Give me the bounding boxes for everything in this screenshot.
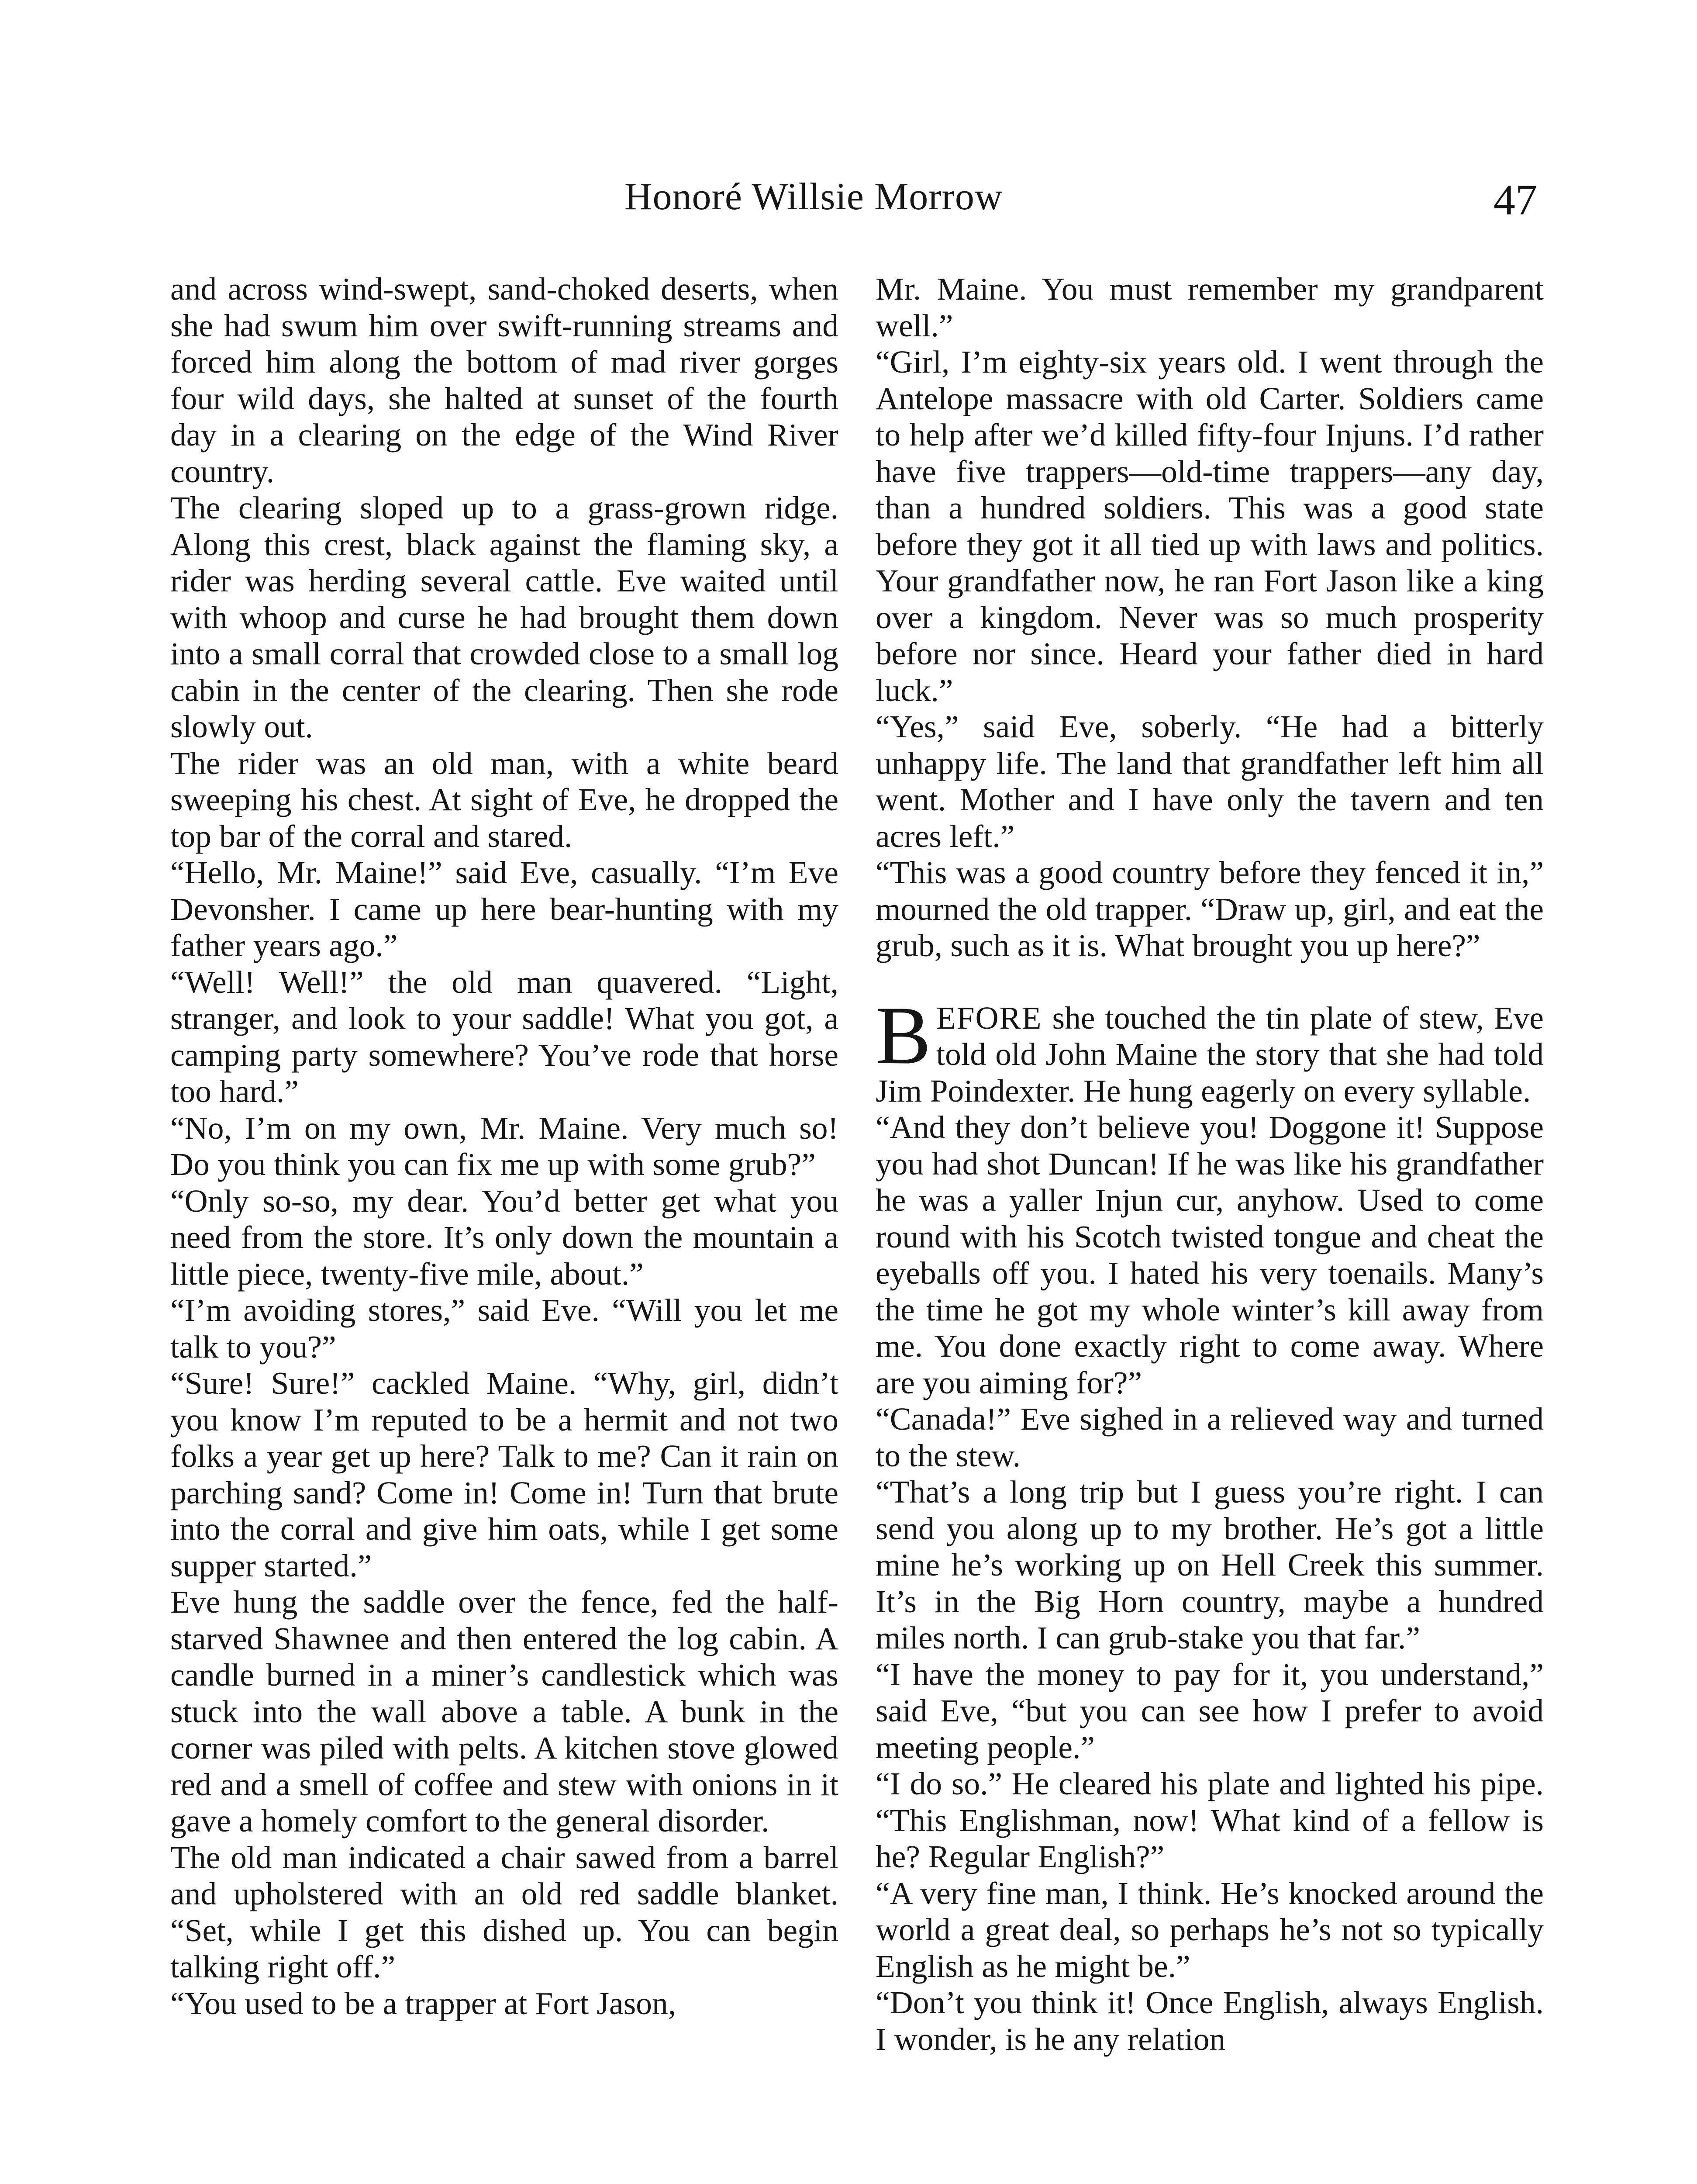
section-break [876,964,1544,1000]
paragraph: “You used to be a trapper at Fort Jason, [170,1985,676,2021]
paragraph: “Only so-so, my dear. You’d better get what you need from the store. It’s only down the mountain a little piece, twenty-five mile, about.” [170,1183,838,1292]
paragraph: “Sure! Sure!” cackled Maine. “Why, girl, didn’t you know I’m reputed to be a hermit and not two folks a year get up here? Talk to me? Can it rain on parching sand? Come in! Come in! Turn that brute into the corral and give him oats, while I get some supper started.” [170,1365,838,1583]
paragraph: “I have the money to pay for it, you understand,” said Eve, “but you can see how I prefer to avoid meeting people.” [876,1656,1544,1765]
left-column [170,271,838,2022]
paragraph: and across wind-swept, sand-choked deserts, when she had swum him over swift-running streams and forced him along the bottom of mad river gorges four wild days, she halted at sunset of the fourth day in a clearing on the edge of the Wind River country. [170,271,838,489]
paragraph: “A very fine man, I think. He’s knocked around the world a great deal, so perhaps he’s not so typically English as he might be.” [876,1875,1544,1984]
paragraph: The old man indicated a chair sawed from a barrel and upholstered with an old red saddle blanket. “Set, while I get this dished up. You can begin talking right off.” [170,1839,838,1984]
dropcap-caps: EFORE [936,1000,1042,1036]
paragraph: “Canada!” Eve sighed in a relieved way and turned to the stew. [876,1401,1544,1473]
paragraph: Eve hung the saddle over the fence, fed the half-starved Shawnee and then entered the log cabin. A candle burned in a miner’s candlestick which was stuck into the wall above a table. A bunk in the corner was piled with pelts. A kitchen stove glowed red and a smell of coffee and stew with onions in it gave a homely comfort to the general disorder. [170,1584,838,1838]
paragraph: “This was a good country before they fenced it in,” mourned the old trapper. “Draw up, girl, and eat the grub, such as it is. What brought you up here?” [876,855,1544,963]
paragraph: Mr. Maine. You must remember my grandparent well.” [876,271,1544,343]
dropcap-letter: B [876,989,931,1082]
running-head: Honoré Willsie Morrow [624,176,1003,218]
paragraph: “No, I’m on my own, Mr. Maine. Very much so! Do you think you can fix me up with some grub?” [170,1110,838,1182]
paragraph: “Hello, Mr. Maine!” said Eve, casually. “I’m Eve Devonsher. I came up here bear-hunting with my father years ago.” [170,855,838,963]
paragraph: “That’s a long trip but I guess you’re right. I can send you along up to my brother. He’s got a little mine he’s working up on Hell Creek this summer. It’s in the Big Horn country, maybe a hundred miles north. I can grub-stake you that far.” [876,1474,1544,1655]
paragraph: “Yes,” said Eve, soberly. “He had a bitterly unhappy life. The land that grandfather left him all went. Mother and I have only the tavern and ten acres left.” [876,709,1544,854]
paragraph: “Girl, I’m eighty-six years old. I went through the Antelope massacre with old Carter. Soldiers came to help after we’d killed fifty-four Injuns. I’d rather have five trappers—old-time trappers—any day, than a hundred soldiers. This was a good state before they got it all tied up with laws and politics. Your grandfather now, he ran Fort Jason like a king over a kingdom. Never was so much prosperity before nor since. Heard your father died in hard luck.” [876,344,1544,708]
paragraph: “I’m avoiding stores,” said Eve. “Will you let me talk to you?” [170,1292,838,1365]
right-column [876,271,1544,2057]
dropcap-paragraph [876,989,1544,1109]
paragraph: “And they don’t believe you! Doggone it! Suppose you had shot Duncan! If he was like his grandfather he was a yaller Injun cur, anyhow. Used to come round with his Scotch twisted tongue and cheat the eyeballs off you. I hated his very toenails. Many’s the time he got my whole winter’s kill away from me. You done exactly right to come away. Where are you aiming for?” [876,1109,1544,1400]
page-number: 47 [1493,176,1537,224]
paragraph: “Don’t you think it! Once English, always English. I wonder, is he any relation [876,1985,1544,2057]
paragraph: The rider was an old man, with a white beard sweeping his chest. At sight of Eve, he dropped the top bar of the corral and stared. [170,745,838,854]
paragraph: “Well! Well!” the old man quavered. “Light, stranger, and look to your saddle! What you got, a camping party somewhere? You’ve rode that horse too hard.” [170,964,838,1109]
paragraph: “I do so.” He cleared his plate and lighted his pipe. “This Englishman, now! What kind of a fellow is he? Regular English?” [876,1766,1544,1874]
dropcap-text: she touched the tin plate of stew, Eve told old John Maine the story that she had told Jim Poindexter. He hung eagerly on every syllable. [876,1000,1544,1109]
paragraph: The clearing sloped up to a grass-grown ridge. Along this crest, black against the flaming sky, a rider was herding several cattle. Eve waited until with whoop and curse he had brought them down into a small corral that crowded close to a small log cabin in the center of the clearing. Then she rode slowly out. [170,490,838,744]
